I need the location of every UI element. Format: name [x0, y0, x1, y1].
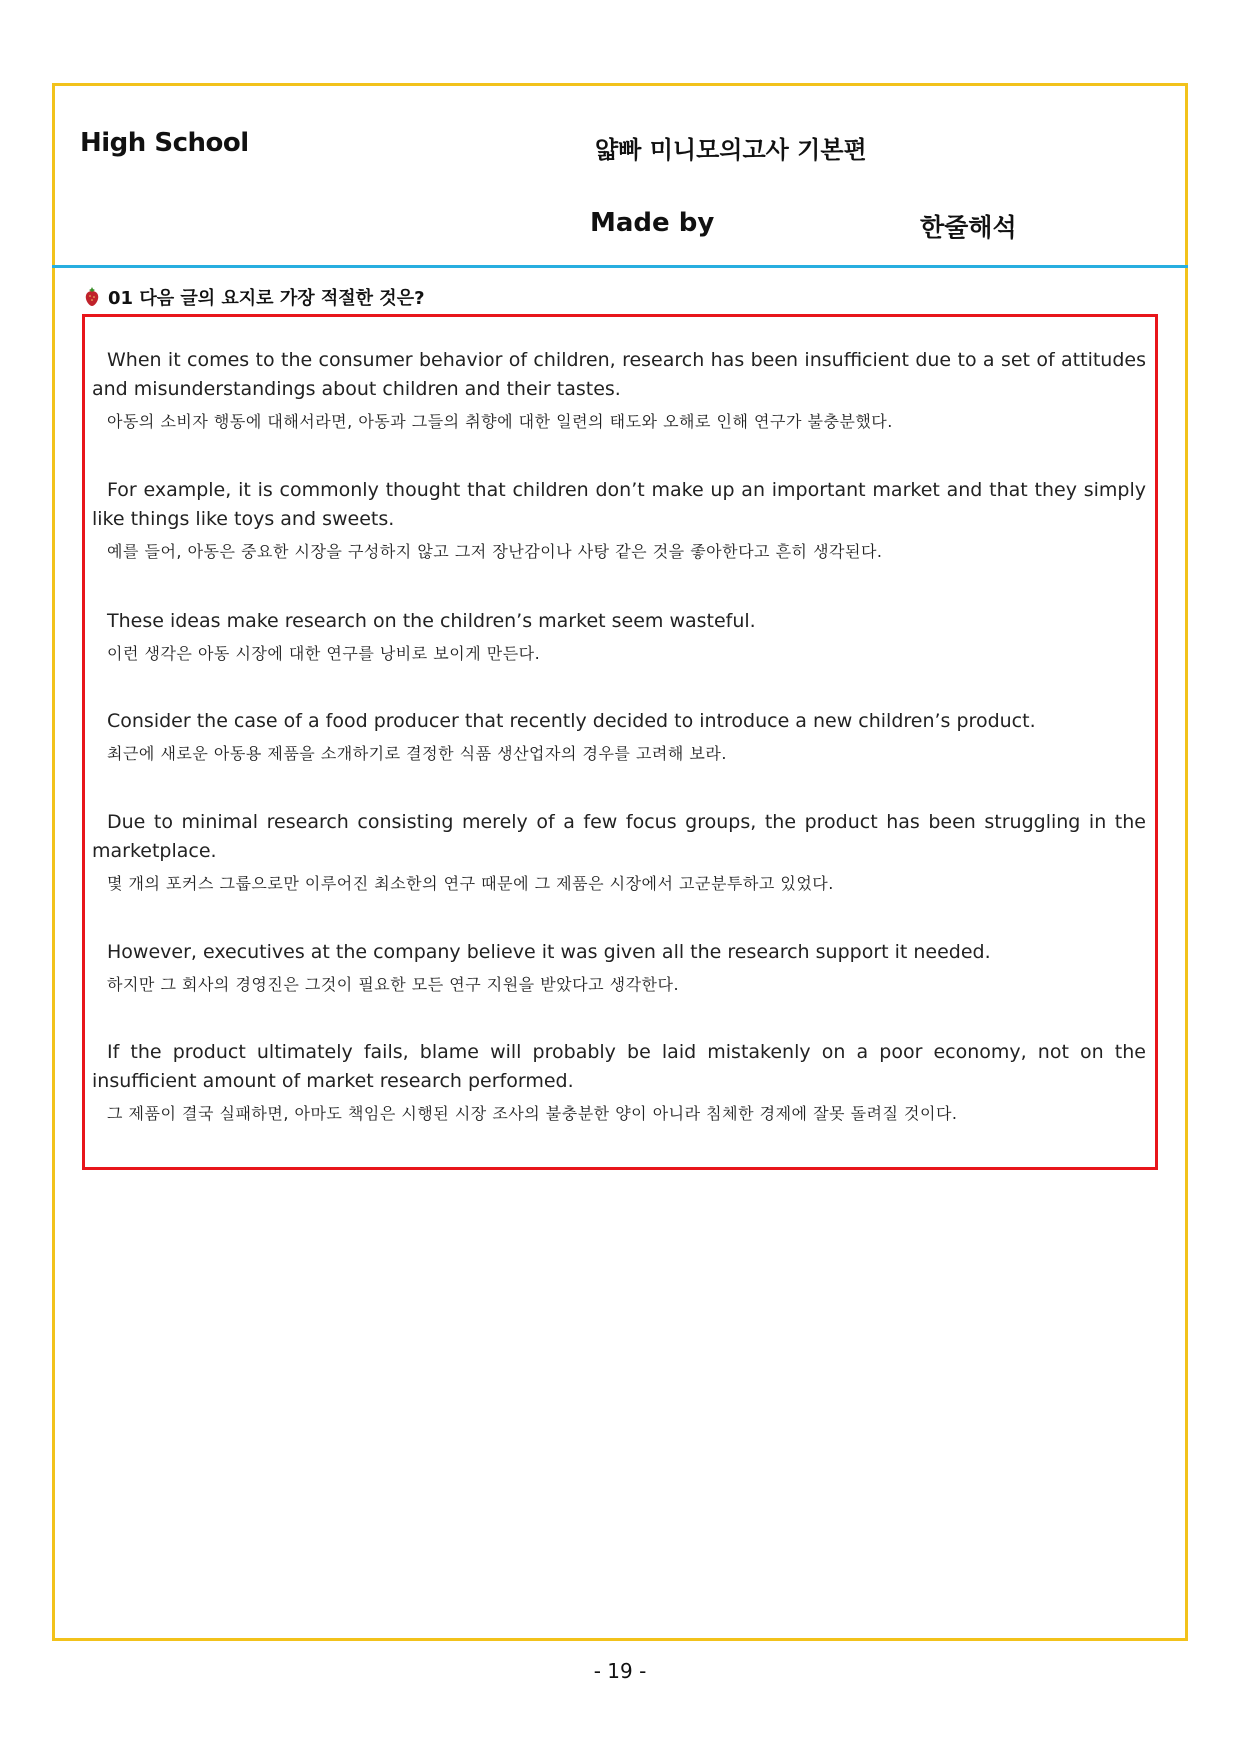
header-divider — [52, 265, 1188, 268]
page-number: - 19 - — [593, 1659, 647, 1683]
english-sentence: For example, it is commonly thought that children don’t make up an important market and that they simply like things like toys and sweets. — [92, 479, 1146, 530]
korean-translation: 아동의 소비자 행동에 대해서라면, 아동과 그들의 취향에 대한 일련의 태도와 오해로 인해 연구가 불충분했다. — [107, 412, 893, 431]
english-sentence: However, executives at the company believe it was given all the research support it needed. — [107, 941, 991, 963]
korean-translation: 하지만 그 회사의 경영진은 그것이 필요한 모든 연구 지원을 받았다고 생각한다. — [107, 975, 680, 994]
english-sentence: If the product ultimately fails, blame will probably be laid mistakenly on a poor economy, not on the insufficient amount of market research performed. — [92, 1041, 1146, 1092]
korean-translation: 이런 생각은 아동 시장에 대한 연구를 낭비로 보이게 만든다. — [107, 644, 541, 663]
english-sentence: When it comes to the consumer behavior of children, research has been insufficient due to a set of attitudes and misunderstandings about children and their tastes. — [92, 349, 1146, 400]
made-by-label: Made by — [590, 208, 715, 238]
english-sentence: Consider the case of a food producer that recently decided to introduce a new children’s product. — [107, 710, 1036, 732]
passage-sentence-3 — [92, 607, 1146, 665]
question-heading — [84, 284, 425, 310]
korean-translation: 몇 개의 포커스 그룹으로만 이루어진 최소한의 연구 때문에 그 제품은 시장에서 고군분투하고 있었다. — [107, 874, 834, 893]
korean-translation: 최근에 새로운 아동용 제품을 소개하기로 결정한 식품 생산업자의 경우를 고려해 보라. — [107, 744, 727, 763]
strawberry-icon — [84, 287, 100, 307]
passage-sentence-4 — [92, 707, 1146, 765]
passage-sentence-5 — [92, 808, 1146, 895]
passage-sentence-2 — [92, 476, 1146, 563]
author-name: 한줄해석 — [920, 213, 1017, 242]
question-text: 01 다음 글의 요지로 가장 적절한 것은? — [108, 288, 425, 309]
english-sentence: These ideas make research on the children’s market seem wasteful. — [107, 610, 756, 632]
korean-translation: 예를 들어, 아동은 중요한 시장을 구성하지 않고 그저 장난감이나 사탕 같은 것을 좋아한다고 흔히 생각된다. — [107, 542, 883, 561]
book-title: 얇빠 미니모의고사 기본편 — [595, 136, 867, 164]
english-sentence: Due to minimal research consisting merely of a few focus groups, the product has been struggling in the marketplace. — [92, 811, 1146, 862]
passage-sentence-6 — [92, 938, 1146, 996]
korean-translation: 그 제품이 결국 실패하면, 아마도 책임은 시행된 시장 조사의 불충분한 양이 아니라 침체한 경제에 잘못 돌려질 것이다. — [107, 1104, 958, 1123]
passage-sentence-1 — [92, 346, 1146, 433]
level-label: High School — [80, 128, 249, 158]
passage-sentence-7 — [92, 1038, 1146, 1125]
